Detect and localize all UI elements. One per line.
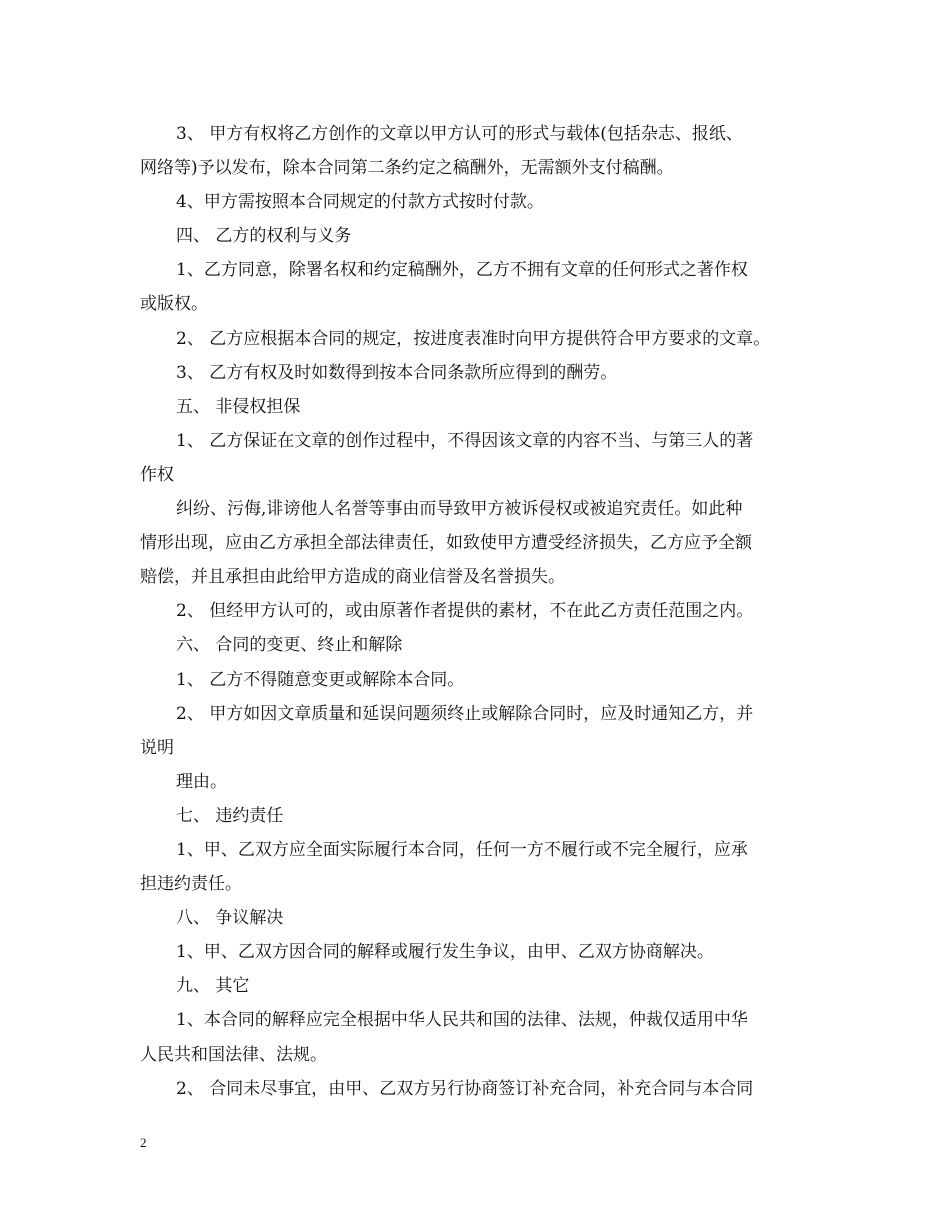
text-line: 赔偿，并且承担由此给甲方造成的商业信誉及名誉损失。 xyxy=(140,567,565,588)
text-line: 2、 甲方如因文章质量和延误问题须终止或解除合同时，应及时通知乙方，并 xyxy=(176,703,754,724)
text-line: 七、 违约责任 xyxy=(176,805,284,826)
page-number: 2 xyxy=(140,1135,147,1150)
text-line: 纠纷、污侮,诽谤他人名誉等事由而导致甲方被诉侵权或被追究责任。如此种 xyxy=(176,499,743,520)
text-line: 1、甲、乙双方因合同的解释或履行发生争议，由甲、乙双方协商解决。 xyxy=(176,942,714,963)
text-line: 或版权。 xyxy=(140,294,208,315)
text-line: 2、 乙方应根据本合同的规定，按进度表准时向甲方提供符合甲方要求的文章。 xyxy=(176,328,771,349)
text-line: 1、 乙方保证在文章的创作过程中，不得因该文章的内容不当、与第三人的著 xyxy=(176,430,754,451)
text-line: 1、甲、乙双方应全面实际履行本合同，任何一方不履行或不完全履行，应承 xyxy=(176,839,748,860)
text-line: 情形出现，应由乙方承担全部法律责任，如致使甲方遭受经济损失，乙方应予全额 xyxy=(140,533,752,554)
text-line: 六、 合同的变更、终止和解除 xyxy=(176,635,403,656)
text-line: 1、本合同的解释应完全根据中华人民共和国的法律、法规，仲裁仅适用中华 xyxy=(176,1010,748,1031)
text-line: 四、 乙方的权利与义务 xyxy=(176,226,352,247)
text-line: 担违约责任。 xyxy=(140,874,242,895)
text-line: 说明 xyxy=(140,737,174,758)
text-line: 网络等)予以发布，除本合同第二条约定之稿酬外，无需额外支付稿酬。 xyxy=(140,158,674,179)
text-line: 九、 其它 xyxy=(176,976,250,997)
text-line: 1、乙方同意，除署名权和约定稿酬外，乙方不拥有文章的任何形式之著作权 xyxy=(176,260,748,281)
text-line: 2、 但经甲方认可的，或由原著作者提供的素材，不在此乙方责任范围之内。 xyxy=(176,601,754,622)
text-line: 4、甲方需按照本合同规定的付款方式按时付款。 xyxy=(176,192,544,213)
text-line: 3、 乙方有权及时如数得到按本合同条款所应得到的酬劳。 xyxy=(176,362,618,383)
text-line: 2、 合同未尽事宜，由甲、乙双方另行协商签订补充合同，补充合同与本合同 xyxy=(176,1078,754,1099)
contract-body xyxy=(140,117,825,1106)
text-line: 八、 争议解决 xyxy=(176,908,284,929)
text-line: 1、 乙方不得随意变更或解除本合同。 xyxy=(176,669,465,690)
text-line: 五、 非侵权担保 xyxy=(176,396,301,417)
text-line: 人民共和国法律、法规。 xyxy=(140,1044,327,1065)
text-line: 理由。 xyxy=(176,771,227,792)
text-line: 3、 甲方有权将乙方创作的文章以甲方认可的形式与载体(包括杂志、报纸、 xyxy=(176,124,743,144)
text-line: 作权 xyxy=(140,464,174,485)
